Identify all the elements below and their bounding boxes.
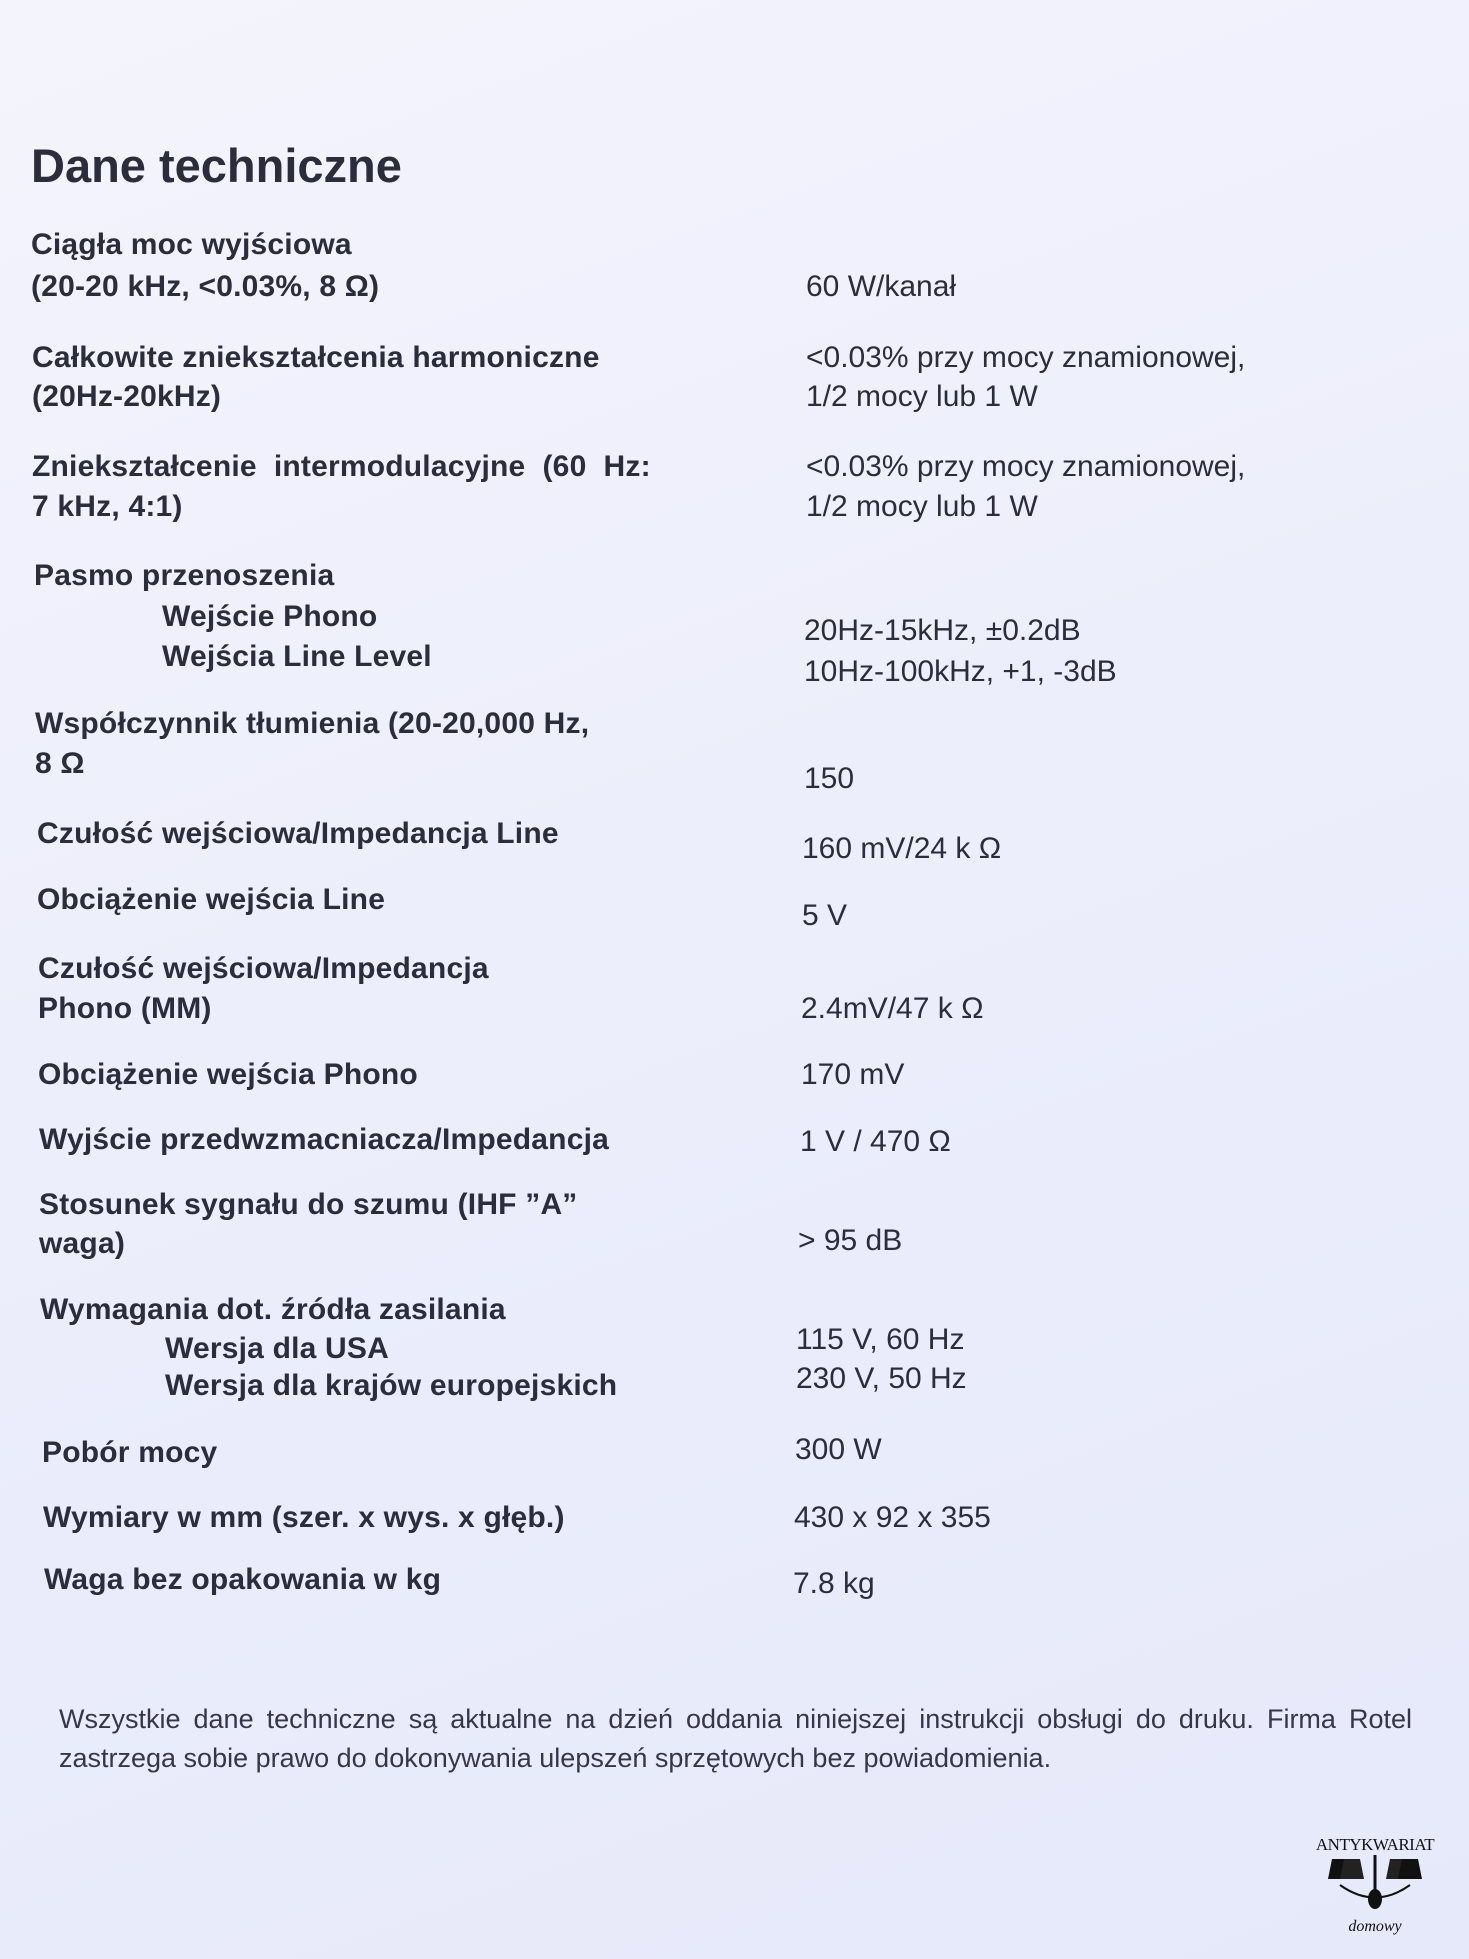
spec-value: <0.03% przy mocy znamionowej, [806,450,1246,483]
spec-value: 115 V, 60 Hz [796,1323,965,1356]
spec-value: 20Hz-15kHz, ±0.2dB [804,614,1081,647]
spec-value: <0.03% przy mocy znamionowej, [806,341,1246,374]
spec-label: Zniekształcenie intermodulacyjne (60 Hz: [32,450,651,483]
spec-value: 430 x 92 x 355 [794,1501,991,1534]
spec-value: 1 V / 470 Ω [800,1125,951,1158]
spec-value: > 95 dB [798,1224,903,1257]
spec-label: Wymiary w mm (szer. x wys. x głęb.) [43,1501,565,1534]
spec-label: Wyjście przedwzmacniacza/Impedancja [39,1123,610,1156]
spec-value: 10Hz-100kHz, +1, -3dB [804,655,1117,688]
spec-label: Waga bez opakowania w kg [44,1563,442,1596]
spec-value: 230 V, 50 Hz [796,1362,967,1395]
spec-label: Wymagania dot. źródła zasilania [40,1293,506,1326]
logo-sub: domowy [1348,1918,1402,1935]
spec-sublabel: Wersja dla USA [165,1332,389,1365]
spec-sublabel: Wejście Phono [162,600,378,633]
spec-value: 150 [804,762,855,795]
spec-label: Phono (MM) [38,992,212,1025]
footer-note: Wszystkie dane techniczne są aktualne na dzień oddania niniejszej instrukcji obsługi do druku. Firma Rotel zastrzega sobie prawo do dokonywania ulepszeń sprzętowych bez powiadomienia. [59,1704,1412,1773]
antykwariat-logo [1300,1835,1450,1936]
spec-value: 7.8 kg [793,1567,875,1600]
chandelier-icon [1320,1855,1430,1913]
spec-label: (20-20 kHz, <0.03%, 8 Ω) [31,270,380,303]
spec-label: Pasmo przenoszenia [34,559,335,592]
spec-label: Całkowite zniekształcenia harmoniczne [32,341,600,374]
spec-value: 160 mV/24 k Ω [802,832,1002,865]
spec-label: waga) [39,1227,126,1260]
spec-label: Ciągła moc wyjściowa [31,228,352,261]
spec-sublabel: Wejścia Line Level [162,640,432,673]
spec-label: Obciążenie wejścia Line [37,883,386,916]
spec-label: (20Hz-20kHz) [32,380,222,413]
spec-label: Pobór mocy [42,1436,218,1469]
spec-label: Czułość wejściowa/Impedancja Line [37,817,559,850]
spec-value: 5 V [802,899,848,932]
spec-value: 1/2 mocy lub 1 W [806,490,1038,523]
spec-sublabel: Wersja dla krajów europejskich [165,1369,618,1402]
page-title: Dane techniczne [31,139,402,192]
spec-label: Współczynnik tłumienia (20-20,000 Hz, [35,707,590,740]
spec-value: 2.4mV/47 k Ω [801,992,984,1025]
spec-value: 60 W/kanał [806,270,957,303]
spec-label: Czułość wejściowa/Impedancja [38,952,489,985]
spec-label: Stosunek sygnału do szumu (IHF ”A” [39,1188,578,1221]
logo-brand: ANTYKWARIAT [1315,1835,1435,1854]
spec-label: 8 Ω [35,747,85,780]
spec-label: 7 kHz, 4:1) [32,490,183,523]
spec-value: 1/2 mocy lub 1 W [806,380,1038,413]
spec-label: Obciążenie wejścia Phono [38,1058,418,1091]
spec-value: 300 W [795,1433,882,1466]
spec-value: 170 mV [801,1058,905,1091]
